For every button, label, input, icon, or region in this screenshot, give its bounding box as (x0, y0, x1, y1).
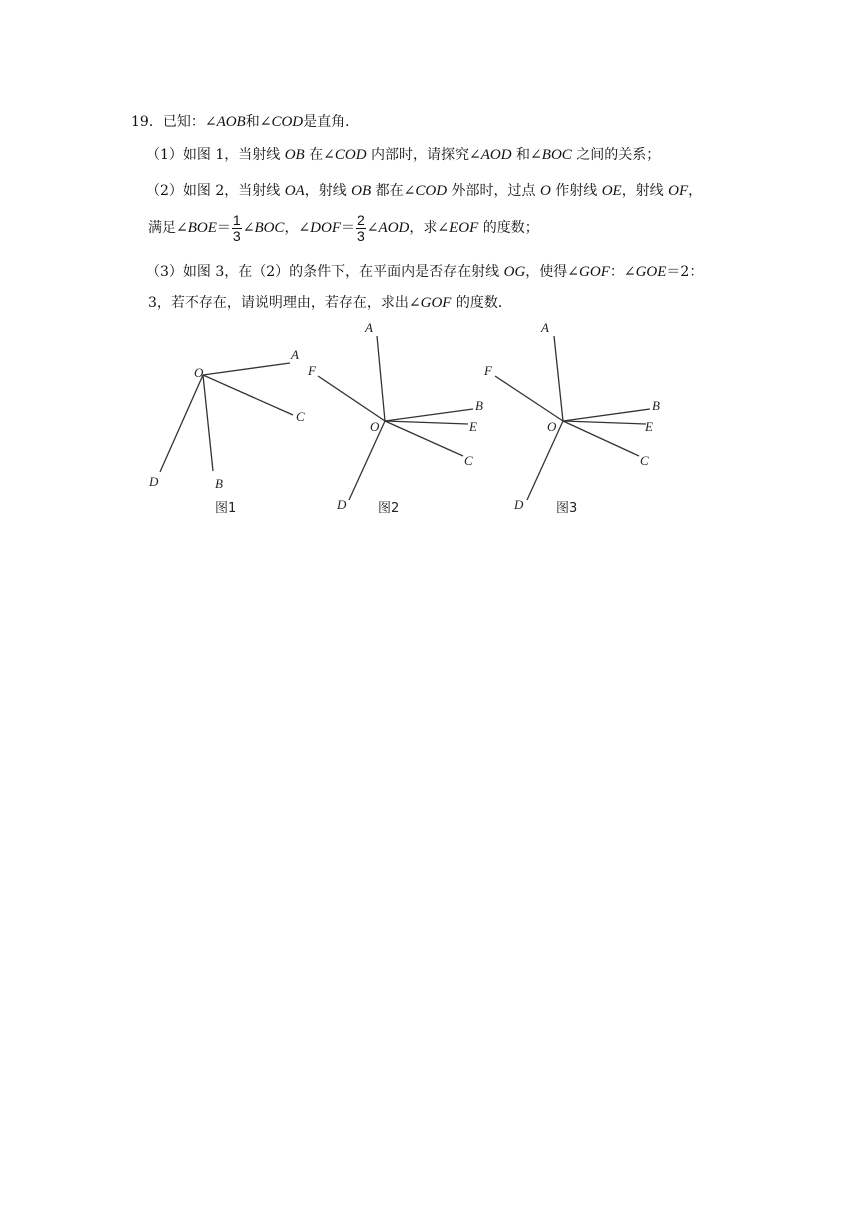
figure-1-caption: 图1 (215, 501, 237, 516)
part3-text: （3）如图 3，在（2）的条件下，在平面内是否存在射线 OG，使得∠GOF：∠GOE＝2： (146, 264, 704, 280)
label-o: O (547, 419, 557, 434)
ray-od (527, 421, 563, 500)
ray-od (349, 421, 385, 500)
label-a: A (291, 347, 299, 362)
ray-ob (385, 409, 473, 421)
ray-of (318, 376, 385, 421)
problem-number: 19．已知： (131, 114, 205, 130)
fraction-one-third: $\frac{1}{3}$ (232, 211, 241, 244)
figure-1 (148, 347, 305, 516)
ray-oa (554, 336, 563, 421)
label-e: E (645, 419, 653, 434)
label-o: O (194, 365, 204, 380)
ray-od (160, 375, 203, 472)
part2-condition: 满足∠BOE＝ $\frac{1}{3}$ ∠BOC，∠DOF＝ $\frac{2}{3}$ ∠AOD，求∠EOF 的度数； (148, 211, 539, 244)
ray-oc (203, 375, 293, 415)
label-d: D (149, 474, 159, 489)
label-a: A (541, 320, 549, 335)
figure-3 (483, 320, 660, 516)
label-a: A (365, 320, 373, 335)
label-b: B (215, 476, 223, 491)
ray-ob (563, 409, 650, 421)
ray-of (495, 376, 563, 421)
ray-oa (203, 363, 290, 375)
figure-2-caption: 图2 (378, 501, 400, 516)
fraction-two-thirds: $\frac{2}{3}$ (357, 211, 365, 244)
ray-oc (563, 421, 639, 456)
figures-panel (140, 318, 670, 524)
ray-oa (377, 336, 385, 421)
part2-text: （2）如图 2，当射线 OA，射线 OB 都在∠COD 外部时，过点 O 作射线 OE，射线 OF， (146, 183, 703, 199)
label-f: F (308, 363, 316, 378)
label-e: E (469, 419, 477, 434)
label-c: C (640, 453, 649, 468)
label-c: C (296, 409, 305, 424)
label-o: O (370, 419, 380, 434)
label-c: C (464, 453, 473, 468)
part1-text: （1）如图 1，当射线 OB 在∠COD 内部时，请探究∠AOD 和∠BOC 之间的关系； (146, 147, 661, 163)
label-d: D (514, 497, 524, 512)
figure-3-caption: 图3 (556, 501, 578, 516)
problem-header: 19．已知：∠AOB和∠COD是直角． (131, 114, 360, 130)
label-b: B (475, 398, 483, 413)
figure-2 (307, 320, 483, 516)
ray-oc (385, 421, 463, 456)
label-d: D (337, 497, 347, 512)
part3-text-continued: 3，若不存在，请说明理由，若存在，求出∠GOF 的度数． (148, 295, 512, 311)
label-b: B (652, 398, 660, 413)
ray-oe (563, 421, 646, 424)
ray-oe (385, 421, 468, 424)
label-f: F (484, 363, 492, 378)
ray-ob (203, 375, 213, 471)
